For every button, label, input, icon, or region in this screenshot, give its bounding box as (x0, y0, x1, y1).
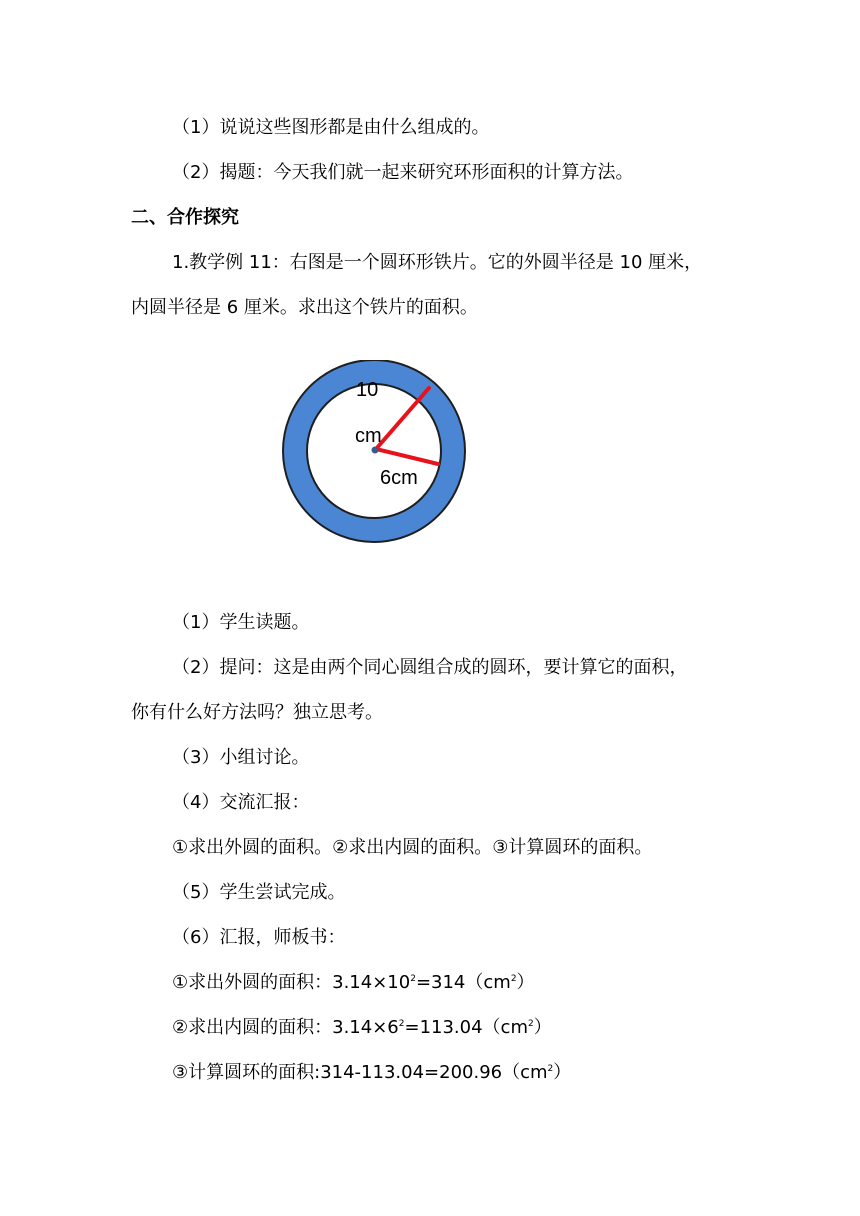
board-line-2-unit-exponent: 2 (527, 1019, 534, 1029)
step-6: （6）汇报，师板书： (172, 927, 346, 948)
board-line-1-exponent: 2 (410, 974, 416, 984)
board-line-3-end: ） (553, 1062, 572, 1083)
step-3: （3）小组讨论。 (172, 747, 310, 768)
outer-radius-label-number: 10 (356, 379, 379, 401)
board-line-1-result: =314（cm (415, 972, 511, 993)
board-line-2-prefix: ②求出内圆的面积：3.14×6 (172, 1017, 399, 1038)
step-2-line-2: 你有什么好方法吗？独立思考。 (131, 702, 383, 723)
board-line-2-exponent: 2 (398, 1019, 405, 1029)
board-line-1 (172, 971, 535, 995)
step-4: （4）交流汇报： (172, 792, 310, 813)
board-line-2 (172, 1016, 552, 1040)
example-text-line-2: 内圆半径是 6 厘米。求出这个铁片的面积。 (131, 297, 478, 318)
board-line-1-prefix: ①求出外圆的面积：3.14×10 (172, 972, 411, 993)
step-5: （5）学生尝试完成。 (172, 882, 346, 903)
board-line-2-end: ） (533, 1017, 552, 1038)
center-point (372, 447, 379, 454)
annulus-diagram (270, 360, 480, 550)
board-line-3 (172, 1061, 571, 1085)
board-line-2-result: =113.04（cm (404, 1017, 528, 1038)
board-line-1-unit-exponent: 2 (510, 974, 517, 984)
outer-radius-label-unit: cm (355, 425, 382, 447)
step-4-detail: ①求出外圆的面积。②求出内圆的面积。③计算圆环的面积。 (172, 837, 653, 858)
inner-radius-label: 6cm (380, 467, 418, 489)
step-2-line-1: （2）提问：这是由两个同心圆组合成的圆环，要计算它的面积， (172, 657, 688, 678)
step-1: （1）学生读题。 (172, 612, 310, 633)
intro-item-1: （1）说说这些图形都是由什么组成的。 (172, 117, 490, 138)
board-line-3-prefix: ③计算圆环的面积:314-113.04=200.96（cm (172, 1062, 548, 1083)
board-line-1-end: ） (516, 972, 535, 993)
annulus-figure (270, 360, 480, 550)
example-text-line-1: 1.教学例 11：右图是一个圆环形铁片。它的外圆半径是 10 厘米， (172, 252, 703, 273)
board-line-3-unit-exponent: 2 (547, 1064, 554, 1074)
intro-item-2: （2）揭题：今天我们就一起来研究环形面积的计算方法。 (172, 162, 634, 183)
section-heading: 二、合作探究 (131, 207, 239, 228)
